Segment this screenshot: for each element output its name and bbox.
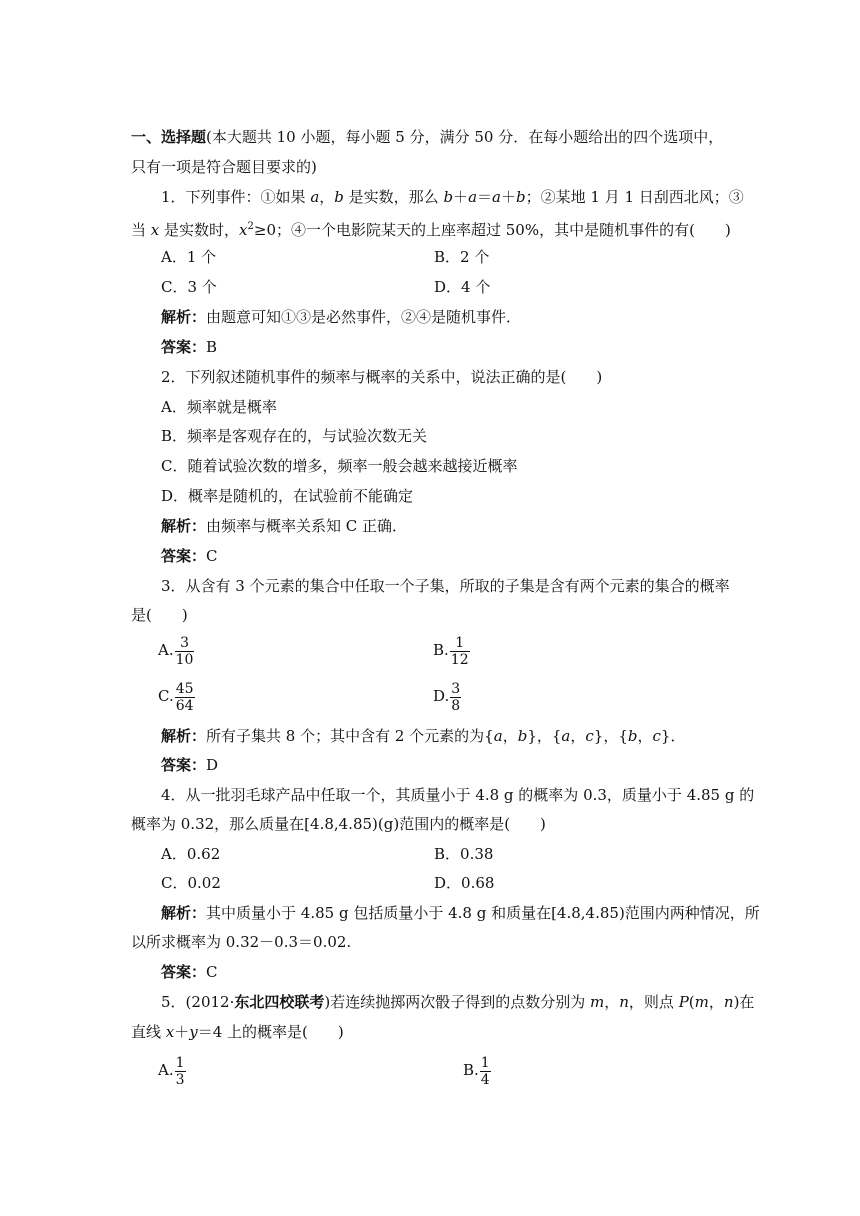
- q4-option-a: A．0.62: [161, 845, 221, 863]
- fraction-numerator: 3: [175, 635, 195, 652]
- answer-label: 答案：: [161, 963, 207, 981]
- q1-text: 1．下列事件：①如果: [161, 188, 311, 206]
- set-var: b: [627, 727, 638, 745]
- analysis-text: 所有子集共 8 个；其中含有 2 个元素的为{: [206, 727, 494, 745]
- analysis-text: }，{: [527, 727, 562, 745]
- fraction: [450, 681, 461, 714]
- q5-text: ＝4 上的概率是( ): [197, 1023, 344, 1041]
- analysis-text: 其中质量小于 4.85 g 包括质量小于 4.8 g 和质量在[4.8,4.85)范围内两种情况，所: [206, 904, 760, 922]
- q2-option-c: C．随着试验次数的增多，频率一般会越来越接近概率: [161, 457, 518, 475]
- fraction-denominator: 64: [175, 697, 194, 714]
- q1-text: 是实数时，: [159, 221, 240, 239]
- analysis-text: 由频率与概率关系知 C 正确．: [206, 517, 408, 535]
- section-intro-line1: [131, 126, 723, 148]
- q2-option-d: D．概率是随机的，在试验前不能确定: [161, 487, 414, 505]
- q1-text: 当: [131, 221, 151, 239]
- q5-text: 5．(2012·: [161, 993, 235, 1011]
- q5-var: y: [189, 1023, 198, 1041]
- set-var: a: [493, 727, 503, 745]
- q2-answer: [161, 545, 218, 567]
- option-label: B.: [433, 641, 449, 659]
- q5-text: ，则点: [628, 993, 679, 1011]
- q5-text: )若连续抛掷两次骰子得到的点数分别为: [324, 993, 590, 1011]
- q1-answer: [161, 336, 217, 358]
- q5-var: x: [165, 1023, 175, 1041]
- fraction: [480, 1055, 491, 1088]
- q1-var: x: [150, 221, 160, 239]
- analysis-label: 解析：: [161, 727, 207, 745]
- answer-value: D: [206, 756, 219, 774]
- option-label: D.: [433, 687, 450, 705]
- q5-option-b: [463, 1052, 491, 1088]
- fraction-numerator: 1: [175, 1054, 185, 1071]
- q4-option-d: D．0.68: [434, 874, 495, 892]
- set-var: a: [561, 727, 571, 745]
- q1-var: b: [443, 188, 454, 206]
- q5-option-a: [158, 1052, 186, 1088]
- answer-label: 答案：: [161, 547, 207, 565]
- q5-text: ＋: [174, 1023, 190, 1041]
- section-intro-text: (本大题共 10 小题，每小题 5 分，满分 50 分．在每小题给出的四个选项中，: [206, 128, 724, 146]
- q5-var: m: [694, 993, 709, 1011]
- q5-text: ，: [604, 993, 620, 1011]
- q4-stem-line1: 4．从一批羽毛球产品中任取一个，其质量小于 4.8 g 的概率为 0.3，质量小于 4.85 g 的: [161, 786, 755, 804]
- q4-analysis-line2: 以所求概率为 0.32－0.3＝0.02.: [131, 933, 352, 951]
- q4-option-c: C．0.02: [161, 874, 221, 892]
- fraction: [450, 635, 470, 668]
- q1-var: b: [516, 188, 526, 206]
- fraction-denominator: 8: [451, 697, 461, 714]
- q1-var: b: [334, 188, 344, 206]
- analysis-label: 解析：: [161, 517, 207, 535]
- q5-var: n: [619, 993, 629, 1011]
- q1-stem-line1: [161, 186, 744, 208]
- q4-stem-line2: 概率为 0.32，那么质量在[4.8,4.85)(g)范围内的概率是( ): [131, 815, 546, 833]
- q1-analysis: [161, 306, 521, 328]
- q1-text: ，: [319, 188, 335, 206]
- option-label: A.: [158, 641, 174, 659]
- q1-var: a: [310, 188, 320, 206]
- q1-superscript: 2: [247, 221, 254, 232]
- option-label: A.: [158, 1061, 174, 1079]
- q3-stem-line2: 是( ): [131, 606, 188, 624]
- q3-option-b: [433, 632, 470, 668]
- q5-text: )在: [733, 993, 755, 1011]
- answer-value: C: [206, 547, 218, 565]
- q3-answer: [161, 754, 218, 776]
- section-intro-line2: 只有一项是符合题目要求的): [131, 158, 317, 176]
- analysis-text: }，{: [593, 727, 628, 745]
- q5-stem-line1: [161, 991, 754, 1013]
- fraction-numerator: 1: [480, 1054, 490, 1071]
- q1-option-a: A．1 个: [161, 248, 217, 266]
- q5-text: 直线: [131, 1023, 166, 1041]
- q1-text: ＋: [453, 188, 469, 206]
- fraction-numerator: 45: [175, 680, 194, 697]
- set-var: b: [517, 727, 528, 745]
- q1-var: x: [239, 221, 248, 239]
- q1-stem-line2: [131, 216, 731, 241]
- q4-analysis-line1: [161, 902, 760, 924]
- analysis-label: 解析：: [161, 308, 207, 326]
- answer-label: 答案：: [161, 338, 207, 356]
- fraction-denominator: 12: [450, 651, 469, 668]
- q1-option-d: D．4 个: [434, 278, 491, 296]
- fraction-denominator: 4: [480, 1071, 490, 1088]
- q1-text: ≥0；④一个电影院某天的上座率超过 50%，其中是随机事件的有( ): [253, 221, 731, 239]
- fraction: [175, 681, 195, 714]
- q3-option-c: [158, 678, 195, 714]
- q3-option-a: [158, 632, 194, 668]
- option-label: C.: [158, 687, 174, 705]
- q1-text: ＝: [477, 188, 493, 206]
- analysis-text: ，: [637, 727, 653, 745]
- q1-text: ＋: [500, 188, 516, 206]
- set-var: c: [652, 727, 661, 745]
- q5-text: (: [688, 993, 695, 1011]
- fraction-denominator: 10: [175, 651, 194, 668]
- q5-var: P: [678, 993, 689, 1011]
- q3-stem-line1: 3．从含有 3 个元素的集合中任取一个子集，所取的子集是含有两个元素的集合的概率: [161, 577, 730, 595]
- fraction: [175, 635, 195, 668]
- q4-option-b: B．0.38: [434, 845, 494, 863]
- q1-var: a: [492, 188, 501, 206]
- q1-text: 是实数，那么: [343, 188, 444, 206]
- option-label: B.: [463, 1061, 479, 1079]
- q2-analysis: [161, 515, 407, 537]
- q5-text: ，: [708, 993, 724, 1011]
- set-var: c: [585, 727, 594, 745]
- q2-stem: 2．下列叙述随机事件的频率与概率的关系中，说法正确的是( ): [161, 368, 603, 386]
- fraction-numerator: 1: [450, 635, 470, 652]
- answer-value: B: [206, 338, 218, 356]
- q3-option-d: [433, 678, 461, 714]
- q1-var: a: [468, 188, 478, 206]
- q3-analysis: [161, 725, 685, 747]
- analysis-text: ，: [502, 727, 518, 745]
- fraction: [175, 1055, 186, 1088]
- answer-label: 答案：: [161, 756, 207, 774]
- q5-var: n: [723, 993, 734, 1011]
- fraction-numerator: 3: [451, 680, 461, 697]
- q1-option-b: B．2 个: [434, 248, 490, 266]
- q5-stem-line2: [131, 1021, 344, 1043]
- answer-value: C: [206, 963, 218, 981]
- analysis-label: 解析：: [161, 904, 207, 922]
- analysis-text: 由题意可知①③是必然事件，②④是随机事件．: [206, 308, 522, 326]
- q5-source: 东北四校联考: [234, 993, 325, 1011]
- q2-option-a: A．频率就是概率: [161, 398, 277, 416]
- q4-answer: [161, 961, 218, 983]
- q5-var: m: [589, 993, 605, 1011]
- q1-text: ；②某地 1 月 1 日刮西北风；③: [525, 188, 744, 206]
- q2-option-b: B．频率是客观存在的，与试验次数无关: [161, 427, 428, 445]
- analysis-text: ，: [570, 727, 586, 745]
- q1-option-c: C．3 个: [161, 278, 217, 296]
- analysis-text: }．: [660, 727, 686, 745]
- fraction-denominator: 3: [175, 1071, 185, 1088]
- section-heading: 一、选择题: [131, 128, 207, 146]
